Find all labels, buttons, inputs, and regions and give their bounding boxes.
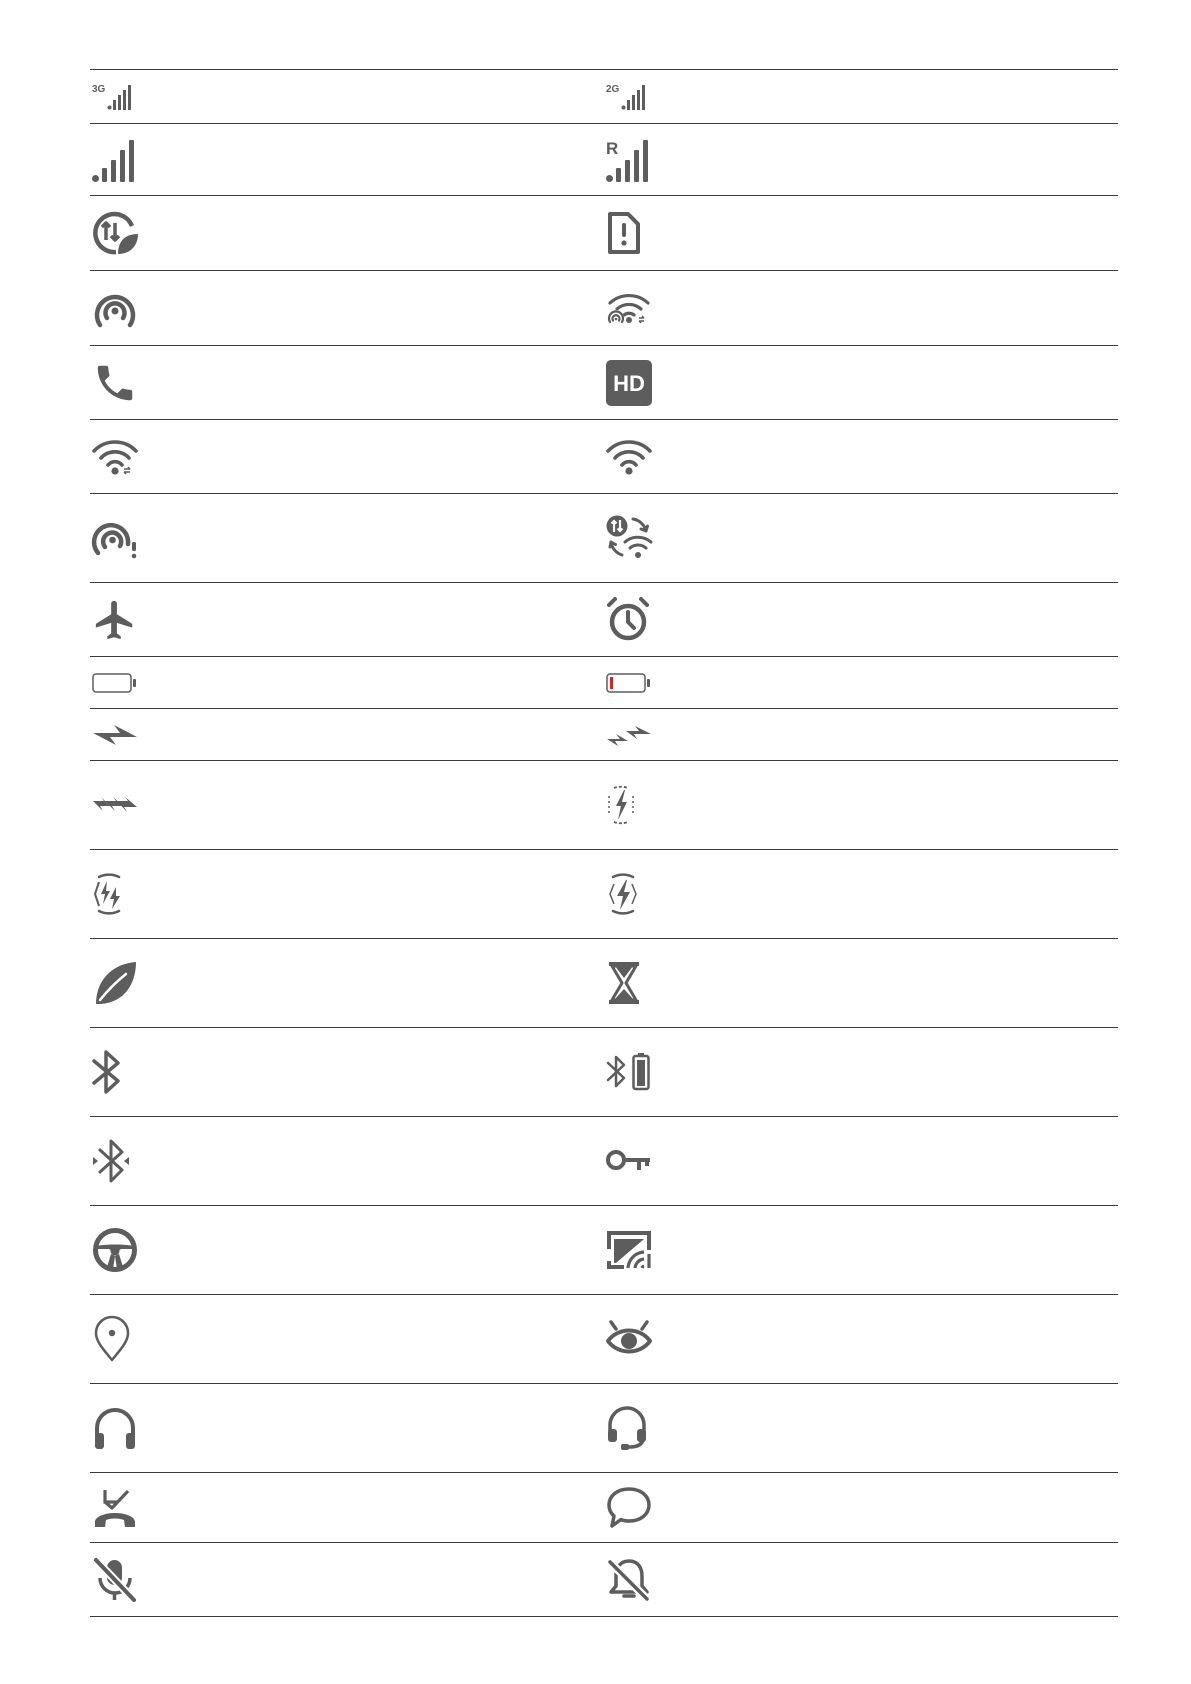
signal-strength-icon: [92, 138, 138, 182]
table-row: [90, 345, 1118, 419]
table-row: [90, 849, 1118, 938]
wifi-hotspot-icon: [606, 291, 652, 325]
missed-call-icon: [92, 1487, 138, 1529]
table-cell: [92, 657, 138, 708]
table-cell: [92, 761, 138, 849]
table-row: [90, 1383, 1118, 1472]
table-row: [90, 123, 1118, 195]
driving-mode-icon: [92, 1227, 138, 1273]
table-cell: [606, 1206, 652, 1294]
table-row: [90, 1205, 1118, 1294]
location-pin-icon: [92, 1316, 132, 1362]
table-cell: [606, 124, 652, 195]
table-row: [90, 1027, 1118, 1116]
table-row: [90, 938, 1118, 1027]
power-saving-leaf-icon: [92, 960, 138, 1006]
table-cell: [92, 70, 136, 123]
table-row: [90, 419, 1118, 493]
wireless-charging-icon: [606, 782, 636, 828]
roaming-label: R: [606, 138, 619, 158]
table-row: [90, 760, 1118, 849]
alarm-clock-icon: [606, 597, 650, 643]
table-row: [90, 270, 1118, 345]
table-row: [90, 195, 1118, 270]
vpn-key-icon: [606, 1148, 652, 1174]
table-cell: [606, 1295, 652, 1383]
wifi-6-icon: [92, 438, 138, 476]
table-cell: [606, 850, 640, 938]
table-cell: [92, 196, 138, 270]
hd-voice-icon: [606, 360, 652, 406]
phone-call-icon: [92, 360, 138, 406]
airplane-icon: [92, 597, 138, 643]
icon-table: [90, 69, 1118, 1617]
table-row: [90, 1472, 1118, 1542]
table-cell: [92, 939, 138, 1027]
bluetooth-icon: [92, 1049, 122, 1095]
table-cell: [606, 346, 652, 419]
table-cell: [606, 196, 642, 270]
table-row: [90, 69, 1118, 123]
table-cell: [606, 1028, 652, 1116]
table-cell: [92, 850, 126, 938]
wireless-super-charging-icon: [606, 870, 640, 918]
hotspot-icon: [92, 287, 138, 329]
table-row: [90, 493, 1118, 582]
network-type-label: 2G: [606, 83, 620, 95]
mic-off-icon: [92, 1557, 138, 1603]
table-row: [90, 1116, 1118, 1205]
hd-label: HD: [613, 370, 645, 396]
table-cell: [606, 494, 652, 582]
table-cell: [606, 761, 636, 849]
table-cell: [92, 420, 138, 493]
wireless-fast-charging-icon: [92, 870, 126, 918]
table-cell: [92, 1206, 138, 1294]
headset-mic-icon: [606, 1405, 648, 1451]
table-row: [90, 1294, 1118, 1383]
signal-2g-icon: [606, 83, 650, 111]
table-cell: [92, 494, 138, 582]
table-cell: [606, 583, 650, 656]
table-cell: [606, 657, 652, 708]
battery-empty-icon: [92, 672, 138, 694]
table-cell: [92, 1384, 138, 1472]
table-cell: [606, 70, 650, 123]
table-cell: [606, 1384, 648, 1472]
signal-roaming-icon: [606, 138, 652, 182]
table-cell: [606, 1543, 652, 1616]
table-cell: [92, 271, 138, 345]
notifications-off-icon: [606, 1557, 652, 1603]
data-saver-icon: [92, 210, 138, 256]
super-charging-icon: [92, 793, 138, 817]
hotspot-alert-icon: [92, 517, 138, 559]
table-row: [90, 1542, 1118, 1617]
screen-cast-icon: [606, 1230, 652, 1270]
table-cell: [92, 583, 138, 656]
table-cell: [606, 1473, 652, 1542]
charging-icon: [92, 723, 138, 747]
table-cell: [606, 1117, 652, 1205]
battery-low-icon: [606, 672, 652, 694]
table-row: [90, 582, 1118, 656]
table-cell: [606, 420, 652, 493]
bluetooth-connected-icon: [92, 1138, 130, 1184]
eye-comfort-icon: [606, 1319, 652, 1359]
table-cell: [92, 124, 138, 195]
hourglass-icon: [606, 961, 642, 1005]
table-cell: [92, 1473, 138, 1542]
table-cell: [606, 939, 642, 1027]
table-cell: [92, 1543, 138, 1616]
table-cell: [606, 709, 652, 760]
table-cell: [92, 709, 138, 760]
table-cell: [606, 271, 652, 345]
bluetooth-battery-icon: [606, 1052, 652, 1092]
fast-charging-icon: [606, 723, 652, 747]
headphones-icon: [92, 1405, 138, 1451]
table-cell: [92, 1295, 132, 1383]
table-row: [90, 708, 1118, 760]
wifi-icon: [606, 438, 652, 476]
network-type-label: 3G: [92, 83, 106, 95]
message-bubble-icon: [606, 1486, 652, 1530]
table-cell: [92, 1117, 130, 1205]
table-row: [90, 656, 1118, 708]
table-cell: [92, 346, 138, 419]
table-cell: [92, 1028, 122, 1116]
signal-3g-icon: [92, 83, 136, 111]
sim-alert-icon: [606, 210, 642, 256]
network-switch-icon: [606, 515, 652, 561]
